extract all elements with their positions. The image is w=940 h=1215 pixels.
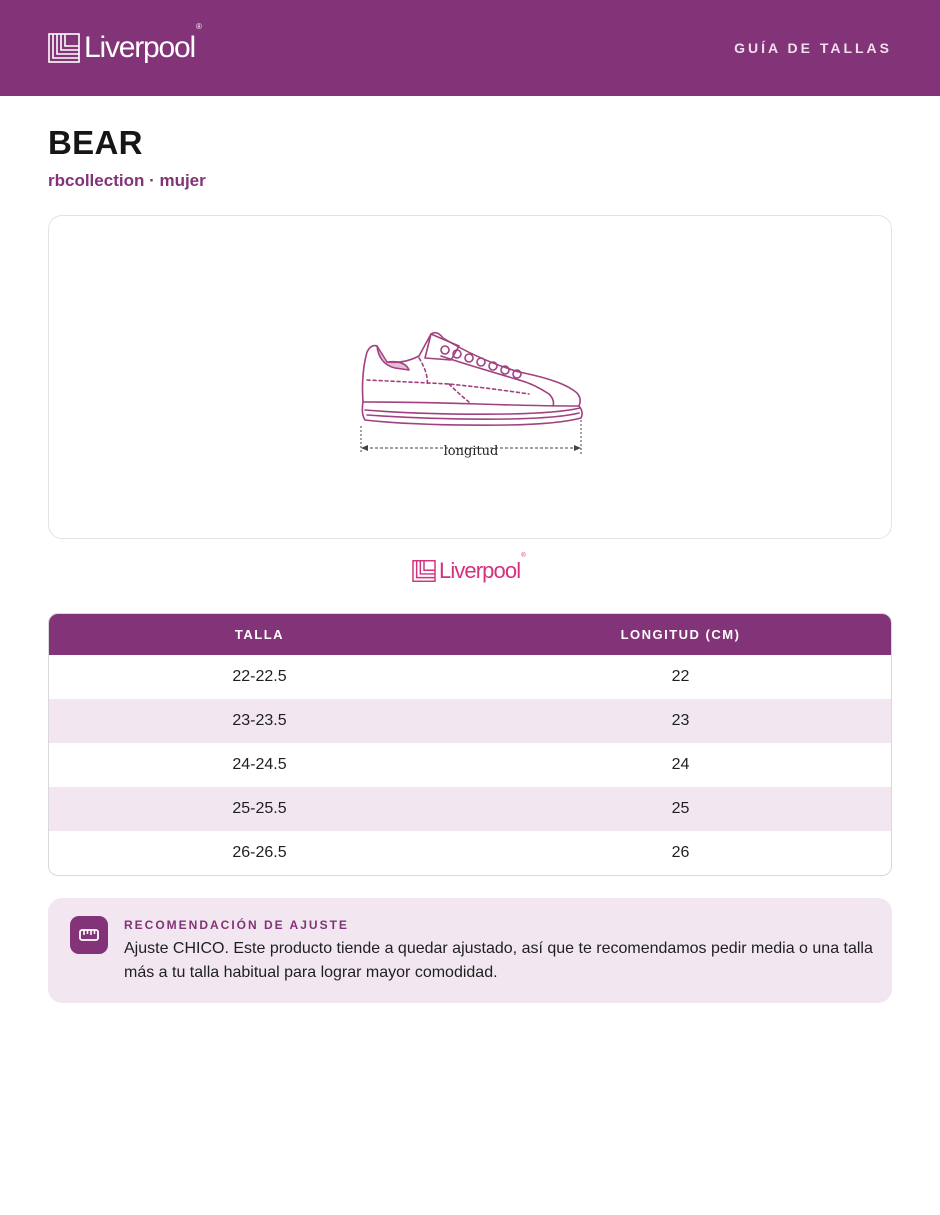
column-header-talla: TALLA [234,627,285,642]
size-table [48,613,892,876]
ruler-icon [70,916,108,954]
product-subtitle: rbcollection · mujer [48,171,206,190]
table-row [49,699,891,743]
size-cell: 25-25.5 [232,800,287,817]
page-header [0,0,940,96]
length-cell: 22 [671,668,690,685]
length-cell: 23 [671,712,690,729]
shoe-measure-diagram-card [48,215,892,539]
diagram-length-caption: longitud [443,444,499,459]
size-cell: 26-26.5 [232,844,287,861]
liverpool-brand-mark [412,553,525,583]
size-cell: 22-22.5 [232,668,287,685]
table-row [49,655,891,699]
brand-wordmark: Liverpool® [439,553,525,583]
length-cell: 24 [671,756,690,773]
size-guide-nav-label[interactable]: GUÍA DE TALLAS [734,40,892,56]
fit-recommendation-title: RECOMENDACIÓN DE AJUSTE [124,918,349,932]
length-cell: 25 [671,800,690,817]
product-title: BEAR [48,124,143,161]
liverpool-logo[interactable] [48,22,201,64]
column-header-longitud: LONGITUD (CM) [620,627,741,642]
size-cell: 23-23.5 [232,712,287,729]
length-cell: 26 [671,844,690,861]
liverpool-logo-mark-icon [412,560,436,582]
liverpool-logo-mark-icon [48,33,80,63]
fit-recommendation-box [48,898,892,1003]
table-body [49,655,891,875]
table-header-row [49,614,891,655]
fit-recommendation-text: Ajuste CHICO. Este producto tiende a quedar ajustado, así que te recomendamos pedir media o una talla más a tu talla habitual para lograr mayor comodidad. [124,940,873,981]
size-cell: 24-24.5 [232,756,287,773]
sneaker-diagram-icon [359,324,585,464]
table-row [49,787,891,831]
table-row [49,743,891,787]
logo-wordmark: Liverpool® [84,22,201,64]
table-row [49,831,891,875]
